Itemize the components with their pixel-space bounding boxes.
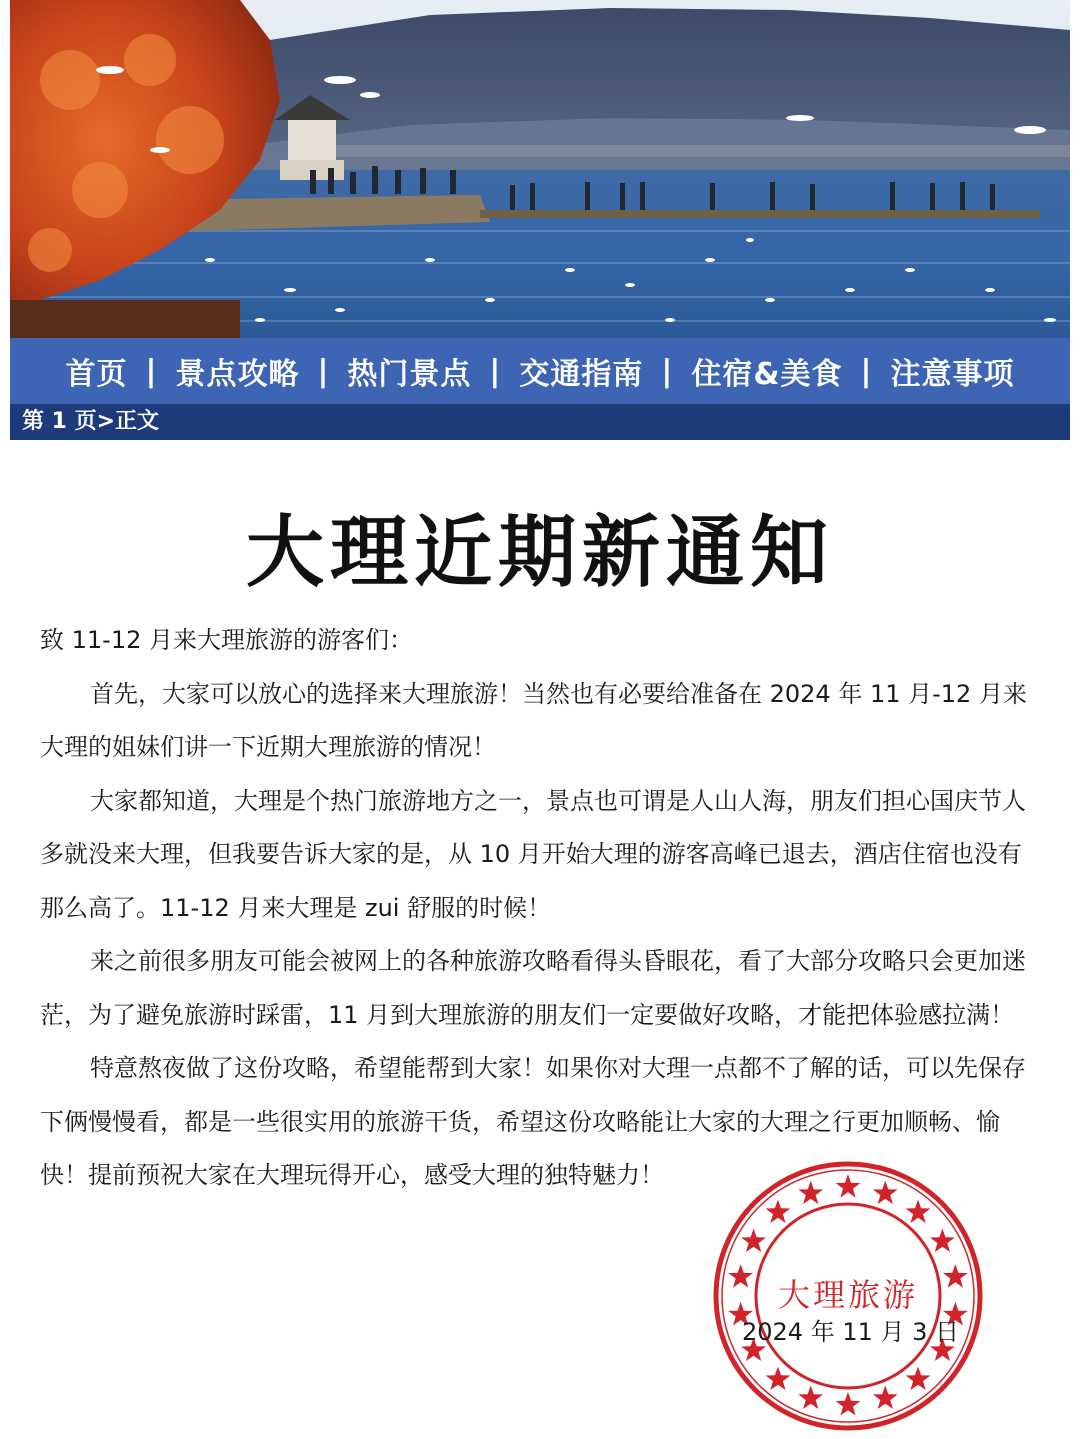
article-paragraph: 来之前很多朋友可能会被网上的各种旅游攻略看得头昏眼花，看了大部分攻略只会更加迷茫，为了避免旅游时踩雷，11 月到大理旅游的朋友们一定要做好攻略，才能把体验感拉满！ [40, 947, 1026, 1029]
nav-item-attraction-guide[interactable]: 景点攻略 [175, 357, 300, 392]
hero-banner-image [10, 0, 1070, 338]
star-icon [836, 1174, 861, 1198]
star-icon [766, 1367, 791, 1391]
star-icon [943, 1264, 968, 1288]
star-icon [873, 1181, 898, 1205]
nav-separator: | [489, 353, 502, 389]
page-title: 大理近期新通知 [245, 508, 834, 598]
nav-item-notes[interactable]: 注意事项 [890, 357, 1015, 392]
star-icon [728, 1264, 753, 1288]
nav-separator: | [317, 353, 330, 389]
star-icon [906, 1367, 931, 1391]
article-body [40, 614, 1040, 1203]
star-icon [798, 1181, 823, 1205]
breadcrumb: 第 1 页>正文 [10, 404, 1070, 440]
article-paragraph: 大家都知道，大理是个热门旅游地方之一，景点也可谓是人山人海，朋友们担心国庆节人多就没来大理，但我要告诉大家的是，从 10 月开始大理的游客高峰已退去，酒店住宿也没有那么高了。11-12 月来大理是 zui 舒服的时候！ [40, 786, 1026, 922]
date-signature: 2024 年 11 月 3 日 [742, 1318, 960, 1346]
star-icon [741, 1229, 766, 1253]
star-icon [798, 1385, 823, 1409]
nav-item-lodging-food[interactable]: 住宿&美食 [691, 357, 843, 392]
star-icon [930, 1229, 955, 1253]
nav-item-hot-spots[interactable]: 热门景点 [347, 357, 472, 392]
star-icon [906, 1200, 931, 1224]
article-paragraph: 首先，大家可以放心的选择来大理旅游！当然也有必要给准备在 2024 年 11 月-12 月来大理的姐妹们讲一下近期大理旅游的情况！ [40, 679, 1027, 761]
article-greeting: 致 11-12 月来大理旅游的游客们： [40, 626, 413, 654]
seal-stamp [712, 1160, 984, 1432]
star-icon [836, 1392, 861, 1416]
stamp-text: 大理旅游 [777, 1276, 919, 1314]
star-icon [873, 1385, 898, 1409]
nav-item-transport-guide[interactable]: 交通指南 [519, 357, 644, 392]
nav-bar [10, 338, 1070, 404]
nav-separator: | [145, 353, 158, 389]
nav-separator: | [860, 353, 873, 389]
nav-item-home[interactable]: 首页 [65, 357, 128, 392]
article-paragraph: 特意熬夜做了这份攻略，希望能帮到大家！如果你对大理一点都不了解的话，可以先保存下俩慢慢看，都是一些很实用的旅游干货，希望这份攻略能让大家的大理之行更加顺畅、愉快！提前预祝大家在大理玩得开心，感受大理的独特魅力！ [40, 1054, 1026, 1189]
star-icon [766, 1200, 791, 1224]
nav-separator: | [661, 353, 674, 389]
